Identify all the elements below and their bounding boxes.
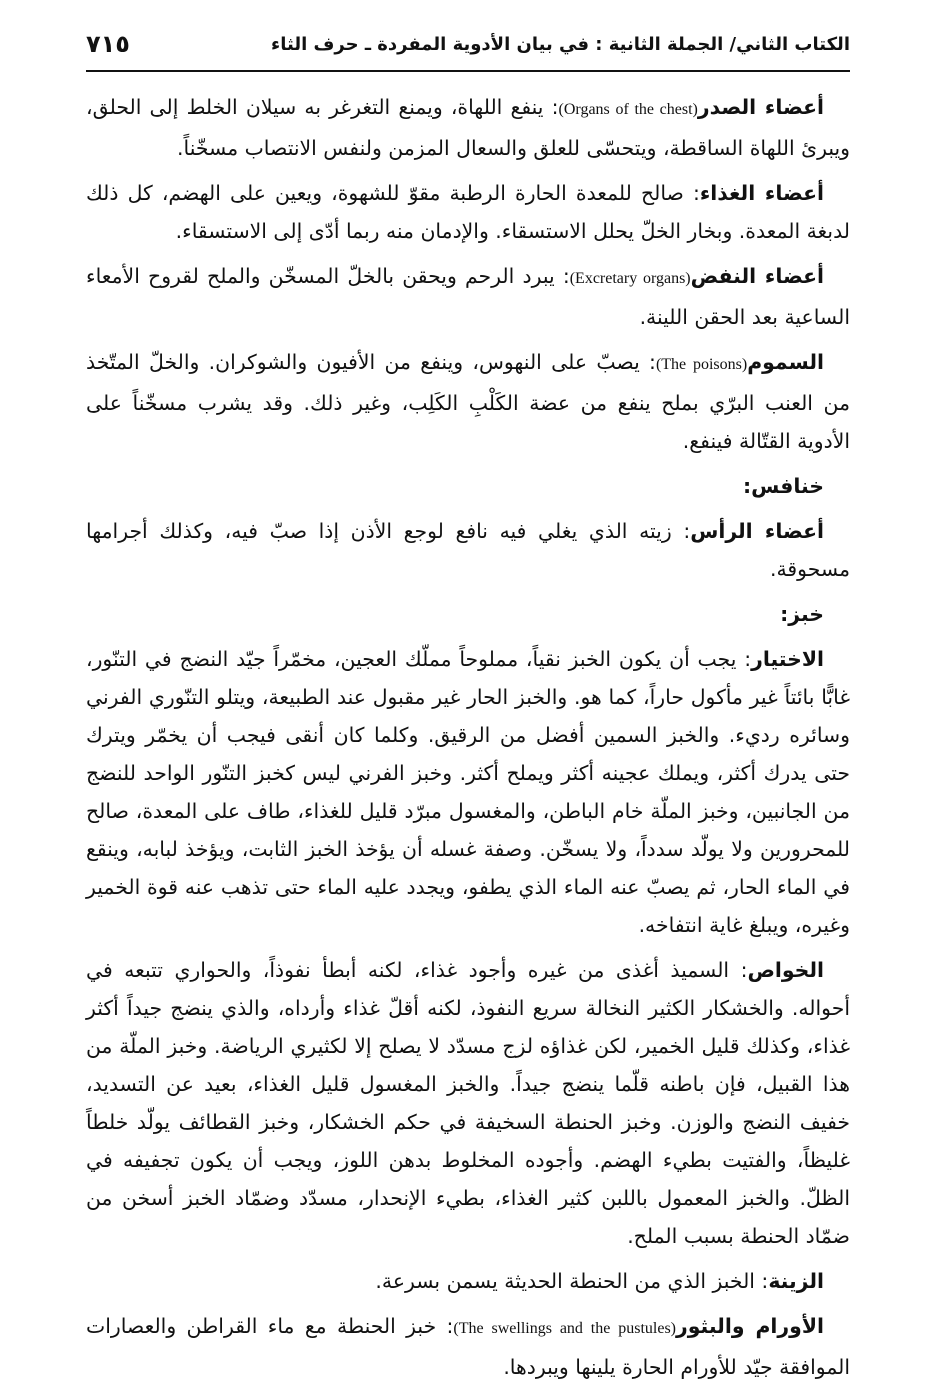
paragraph-head-organs bbox=[86, 512, 850, 588]
paragraph-swellings bbox=[86, 1307, 850, 1386]
paragraph-poisons bbox=[86, 343, 850, 460]
paragraph-text: : صالح للمعدة الحارة الرطبة مقوّ للشهوة، ويعين على الهضم، كل ذلك لدبغة المعدة. وبخار الخلّ يحلل الاستسقاء. والإدمان منه ربما أدّى إلى الاستسقاء. bbox=[86, 181, 850, 243]
running-title: الكتاب الثاني/ الجملة الثانية : في بيان الأدوية المفردة ـ حرف الثاء bbox=[271, 34, 850, 55]
paragraph-term: الاختيار bbox=[751, 647, 824, 671]
paragraph-term: أعضاء الصدر bbox=[697, 95, 824, 119]
english-gloss: (The poisons) bbox=[655, 356, 748, 373]
paragraph-term: أعضاء الرأس bbox=[690, 519, 824, 543]
page-body bbox=[86, 88, 850, 1393]
english-gloss: (Excretary organs) bbox=[569, 270, 691, 287]
paragraph-term: السموم bbox=[747, 350, 824, 374]
paragraph-term: الخواص bbox=[747, 958, 824, 982]
english-gloss: (The swellings and the pustules) bbox=[453, 1320, 677, 1337]
running-header bbox=[86, 30, 850, 72]
english-gloss: (Organs of the chest) bbox=[558, 101, 698, 118]
paragraph-text: : يصبّ على النهوس، وينفع من الأفيون والشوكران. والخلّ المتّخذ من العنب البرّي بملح ينفع من عضة الكَلْبِ الكَلِب، وغير ذلك. وقد يشرب مسخّناً على الأدوية القتّالة فينفع. bbox=[86, 350, 850, 453]
paragraph-term: الأورام والبثور bbox=[676, 1314, 825, 1338]
paragraph-selection bbox=[86, 640, 850, 944]
paragraph-term: أعضاء النفض bbox=[690, 264, 825, 288]
entry-heading-bread: خبز: bbox=[780, 602, 824, 626]
entry-heading-beetles: خنافس: bbox=[742, 474, 824, 498]
paragraph-text: : يبرد الرحم ويحقن بالخلّ المسخّن والملح لقروح الأمعاء الساعية بعد الحقن اللينة. bbox=[86, 264, 850, 329]
paragraph-term: أعضاء الغذاء bbox=[699, 181, 824, 205]
paragraph-term: الزينة bbox=[768, 1269, 824, 1293]
paragraph-properties bbox=[86, 951, 850, 1255]
paragraph-text: : خبز الحنطة مع ماء القراطن والعصارات الموافقة جيّد للأورام الحارة يلينها ويبردها. bbox=[86, 1314, 850, 1379]
paragraph-chest-organs bbox=[86, 88, 850, 167]
paragraph-text: : الخبز الذي من الحنطة الحديثة يسمن بسرعة. bbox=[375, 1269, 769, 1293]
paragraph-text: : زيته الذي يغلي فيه نافع لوجع الأذن إذا صبّ فيه، وكذلك أجرامها مسحوقة. bbox=[86, 519, 850, 581]
paragraph-text: : السميذ أغذى من غيره وأجود غذاء، لكنه أبطأ نفوذاً، والحواري تتبعه في أحواله. والخشكار الكثير النخالة سريع النفوذ، لكنه أقلّ غذاء وأرداه، والذي ينضج جيداً أكثر غذاء، وكذلك قليل الخمير، لكن غذاؤه لزج مسدّد لا يصلح إلا لكثيري الرياضة. وخبز الملّة من هذا القبيل، فإن باطنه قلّما ينضج جيداً. والخبز المغسول قليل الغذاء، بعيد عن التسديد، خفيف النضج والوزن. وخبز الحنطة السخيفة في حكم الخشكار، وخبز القطائف يولّد خلطاً غليظاً، والفتيت بطيء الهضم. وأجوده المخلوط بدهن اللوز، ويجب أن يكون تجفيفه في الظلّ. والخبز المعمول باللبن كثير الغذاء، بطيء الإنحدار، مسدّد وضمّاد الخبز أسخن من ضمّاد الحنطة بسبب الملح. bbox=[86, 958, 850, 1248]
page-number: ٧١٥ bbox=[86, 30, 130, 58]
paragraph-text: : يجب أن يكون الخبز نقياً، مملوحاً مملّك العجين، مخمّراً جيّد النضج في التنّور، غابًّا بائتاً غير مأكول حاراً، كما هو. والخبز الحار غير مقبول عند الطبيعة، ويتلو التنّوري الفرني وسائره رديء. والخبز السمين أفضل من الرقيق. وكلما كان أنقى فيجب أن يخمّر ويترك حتى يدرك أكثر، ويملك عجينه أكثر ويملح أكثر. وخبز الفرني ليس كخبز التنّور الواحد للنضج من الجانبين، وخبز الملّة خام الباطن، والمغسول مبرّد قليل للغذاء، طاف على المعدة، صالح للمحرورين ولا يولّد سدداً، ولا يسخّن. وصفة غسله أن يؤخذ الخبز الثابت، ويؤخذ لبابه، وينقع في الماء الحار، ثم يصبّ عنه الماء الذي يطفو، ويجدد عليه الماء حتى تذهب عنه قوة الخمير وغيره، ويبلغ غاية انتفاخه. bbox=[86, 647, 850, 937]
paragraph-text: : ينفع اللهاة، ويمنع التغرغر به سيلان الخلط إلى الحلق، ويبرئ اللهاة الساقطة، ويتحسّى للعلق والسعال المزمن ولنفس الانتصاب مسخّناً. bbox=[86, 95, 850, 160]
paragraph-adornment bbox=[86, 1262, 850, 1300]
paragraph-excretory-organs bbox=[86, 257, 850, 336]
paragraph-nutrition-organs bbox=[86, 174, 850, 250]
